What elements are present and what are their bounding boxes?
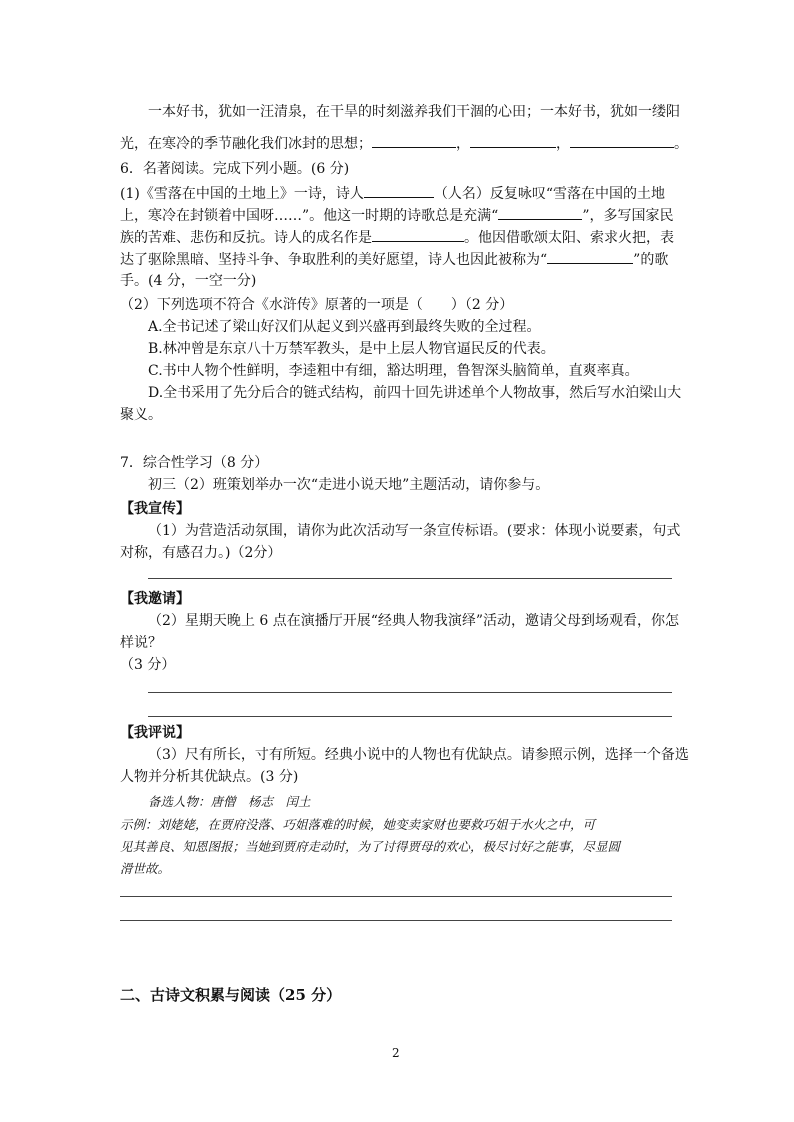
section-heading-comment: 【我评说】 [120, 725, 190, 741]
text: （人名）反复咏叹“雪落在中国的土地 [433, 186, 665, 202]
answer-blank[interactable] [372, 134, 456, 148]
answer-line[interactable] [120, 920, 672, 921]
intro-line-1: 一本好书，犹如一汪清泉，在干旱的时刻滋养我们干涸的心田；一本好书，犹如一缕阳 [148, 104, 680, 120]
comma: ， [556, 136, 570, 152]
answer-blank[interactable] [498, 206, 582, 220]
example-line1: 示例：刘姥姥，在贾府没落、巧姐落难的时候，她变卖家财也要救巧姐于水火之中，可 [120, 817, 596, 832]
option-c[interactable]: C.书中人物个性鲜明，李逵粗中有细，豁达明理，鲁智深头脑简单，直爽率真。 [148, 363, 639, 379]
q7-title: 7．综合性学习（8 分） [120, 455, 269, 471]
text: 上，寒冷在封锁着中国呀……”。他这一时期的诗歌总是充满“ [120, 208, 499, 224]
q6-part1-line5: 手。(4 分，一空一分) [120, 273, 257, 289]
text: 。他因借歌颂太阳、索求火把，表 [464, 230, 674, 246]
text: ”，多写国家民 [582, 208, 674, 224]
q6-part1-line2 [120, 206, 674, 225]
answer-blank[interactable] [470, 134, 556, 148]
answer-line[interactable] [148, 578, 672, 579]
section-2-title: 二、古诗文积累与阅读（25 分） [120, 986, 342, 1004]
q6-part1-line1 [120, 184, 665, 203]
option-d-line1[interactable]: D.全书采用了先分后合的链式结构，前四十回先讲述单个人物故事，然后写水泊梁山大 [148, 385, 682, 401]
text: ”的歌 [633, 252, 669, 268]
q6-part1-line4 [120, 250, 668, 269]
q6-part1-line3 [120, 228, 674, 247]
q7-sub1-line1: （1）为营造活动氛围，请你为此次活动写一条宣传标语。(要求：体现小说要素，句式 [148, 523, 681, 539]
page-number: 2 [392, 1046, 400, 1060]
text: 达了驱除黑暗、坚持斗争、争取胜利的美好愿望，诗人也因此被称为“ [120, 252, 548, 268]
answer-blank[interactable] [372, 228, 464, 242]
q7-sub2-line2: 样说？ [120, 635, 162, 651]
q7-sub3-line2: 人物并分析其优缺点。(3 分) [120, 769, 299, 785]
section-heading-publicity: 【我宣传】 [120, 501, 190, 517]
q7-sub3-line1: （3）尺有所长，寸有所短。经典小说中的人物也有优缺点。请参照示例，选择一个备选 [148, 747, 689, 763]
answer-blank[interactable] [364, 184, 434, 198]
example-line3: 滑世故。 [120, 861, 171, 876]
example-line2: 见其善良、知恩图报；当她到贾府走动时，为了讨得贾母的欢心，极尽讨好之能事，尽显圆 [120, 839, 621, 854]
text: 族的苦难、悲伤和反抗。诗人的成名作是 [120, 230, 372, 246]
option-d-line2: 聚义。 [120, 407, 162, 423]
answer-line[interactable] [148, 716, 672, 717]
option-b[interactable]: B.林冲曾是东京八十万禁军教头，是中上层人物官逼民反的代表。 [148, 341, 555, 357]
intro-line-2 [120, 134, 688, 153]
comma: ， [456, 136, 470, 152]
period: 。 [674, 136, 688, 152]
text: (1)《雪落在中国的土地上》一诗，诗人 [120, 186, 364, 202]
answer-blank[interactable] [547, 250, 633, 264]
q7-sub2-score: （3 分） [120, 657, 176, 673]
answer-line[interactable] [148, 692, 672, 693]
q7-sub2-line1: （2）星期天晚上 6 点在演播厅开展“经典人物我演绎”活动，邀请父母到场观看，你怎 [148, 613, 680, 629]
q7-sub1-line2: 对称，有感召力。)（2分） [120, 545, 282, 561]
section-heading-invite: 【我邀请】 [120, 591, 190, 607]
q7-intro: 初三（2）班策划举办一次“走进小说天地”主题活动，请你参与。 [148, 477, 550, 493]
answer-line[interactable] [120, 896, 672, 897]
q6-part2-stem: （2）下列选项不符合《水浒传》原著的一项是（ ）（2 分） [120, 297, 514, 313]
candidate-characters: 备选人物：唐僧 杨志 闰土 [148, 794, 311, 809]
answer-blank[interactable] [570, 134, 674, 148]
q6-title: 6．名著阅读。完成下列小题。(6 分) [120, 161, 350, 177]
intro-line-2-text: 光，在寒冷的季节融化我们冰封的思想； [120, 136, 372, 152]
option-a[interactable]: A.全书记述了梁山好汉们从起义到兴盛再到最终失败的全过程。 [148, 319, 541, 335]
